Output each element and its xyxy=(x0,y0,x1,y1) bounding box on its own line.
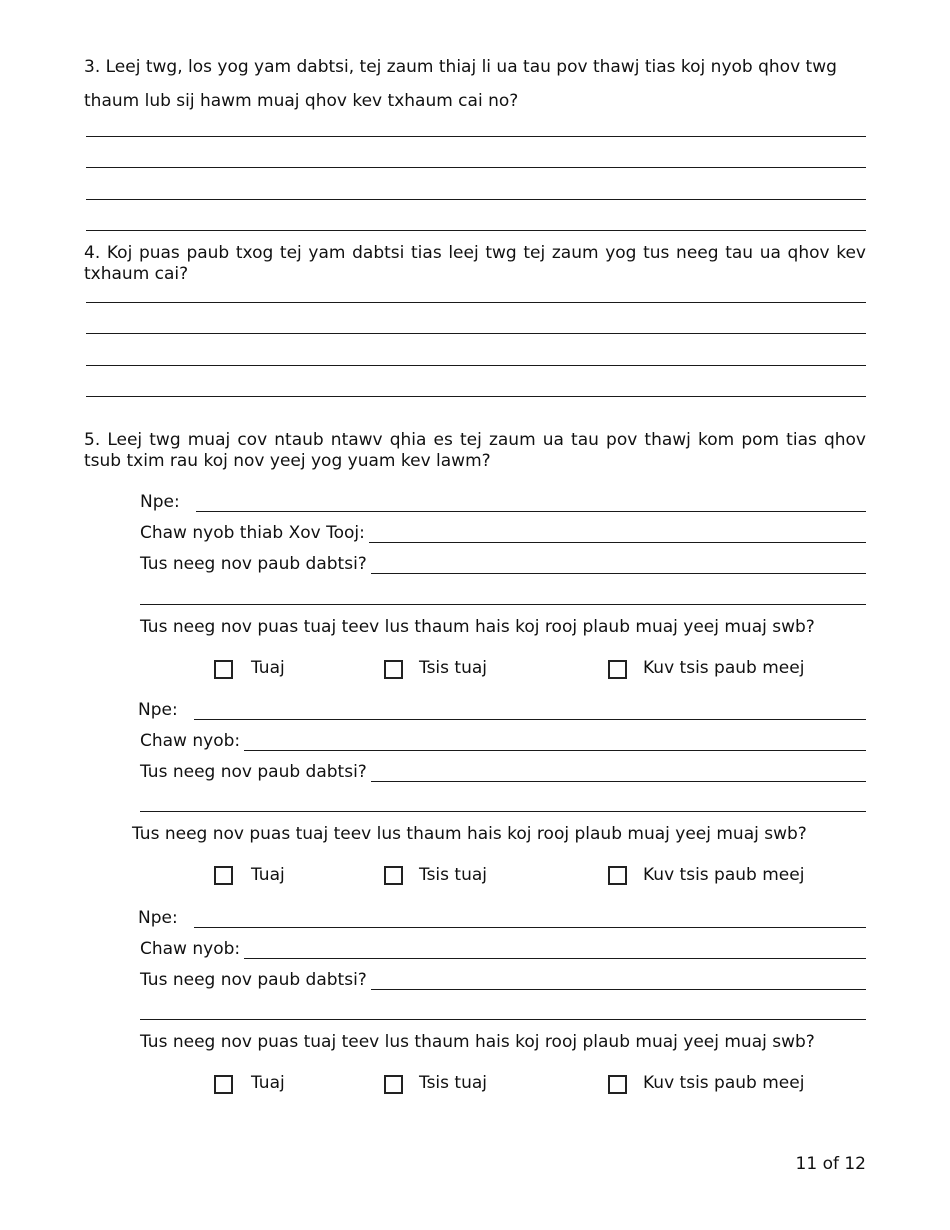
witness-3-name-label: Npe: xyxy=(138,908,178,928)
witness-2-option-yes-checkbox[interactable] xyxy=(214,866,233,885)
witness-2-testify-question: Tus neeg nov puas tuaj teev lus thaum hais koj rooj plaub muaj yeej muaj swb? xyxy=(132,824,807,844)
witness-1-knows-line[interactable] xyxy=(371,551,866,574)
witness-3-knows-line[interactable] xyxy=(371,967,866,990)
witness-1-knows-label: Tus neeg nov paub dabtsi? xyxy=(140,554,367,574)
witness-2-name-line[interactable] xyxy=(194,697,866,720)
q3-answer-line-2[interactable] xyxy=(86,167,866,168)
witness-3-name-field[interactable] xyxy=(138,906,866,928)
witness-3-address-label: Chaw nyob: xyxy=(140,939,241,959)
witness-2-option-yes-label: Tuaj xyxy=(251,865,285,885)
witness-2-name-field[interactable] xyxy=(138,698,866,720)
question-5-text: 5. Leej twg muaj cov ntaub ntawv qhia es tej zaum ua tau pov thawj kom pom tias qhov tsub txim rau koj nov yeej yog yuam kev lawm? xyxy=(84,430,866,471)
witness-2-knows-label: Tus neeg nov paub dabtsi? xyxy=(140,762,367,782)
witness-1-name-label: Npe: xyxy=(140,492,180,512)
witness-1-address-field[interactable] xyxy=(140,521,866,543)
witness-2-option-no-checkbox[interactable] xyxy=(384,866,403,885)
witness-1-option-yes-label: Tuaj xyxy=(251,658,285,678)
witness-2-knows-line[interactable] xyxy=(371,759,866,782)
witness-1-option-no-label: Tsis tuaj xyxy=(419,658,487,678)
question-3-text: 3. Leej twg, los yog yam dabtsi, tej zaum thiaj li ua tau pov thawj tias koj nyob qhov twg thaum lub sij hawm muaj qhov kev txhaum cai no? xyxy=(84,57,837,111)
witness-3-testify-question: Tus neeg nov puas tuaj teev lus thaum hais koj rooj plaub muaj yeej muaj swb? xyxy=(140,1032,815,1052)
witness-2-address-line[interactable] xyxy=(244,728,866,751)
witness-2-address-label: Chaw nyob: xyxy=(140,731,241,751)
witness-1-address-line[interactable] xyxy=(369,520,866,543)
witness-1-name-field[interactable] xyxy=(140,490,866,512)
witness-3-knows-label: Tus neeg nov paub dabtsi? xyxy=(140,970,367,990)
witness-1-name-line[interactable] xyxy=(196,489,866,512)
witness-3-option-no-checkbox[interactable] xyxy=(384,1075,403,1094)
witness-3-option-no-label: Tsis tuaj xyxy=(419,1073,487,1093)
witness-3-option-unsure-label: Kuv tsis paub meej xyxy=(643,1073,805,1093)
page-number: 11 of 12 xyxy=(795,1154,866,1174)
q3-answer-line-4[interactable] xyxy=(86,230,866,231)
witness-2-option-unsure-checkbox[interactable] xyxy=(608,866,627,885)
witness-3-option-yes-checkbox[interactable] xyxy=(214,1075,233,1094)
witness-3-knows-field[interactable] xyxy=(140,968,866,990)
witness-1-option-unsure-checkbox[interactable] xyxy=(608,660,627,679)
question-4-text: 4. Koj puas paub txog tej yam dabtsi tias leej twg tej zaum yog tus neeg tau ua qhov kev txhaum cai? xyxy=(84,243,866,284)
q4-answer-line-2[interactable] xyxy=(86,333,866,334)
witness-3-address-line[interactable] xyxy=(244,936,866,959)
q4-answer-line-3[interactable] xyxy=(86,365,866,366)
witness-2-option-unsure-label: Kuv tsis paub meej xyxy=(643,865,805,885)
witness-1-option-no-checkbox[interactable] xyxy=(384,660,403,679)
witness-3-address-field[interactable] xyxy=(140,937,866,959)
witness-1-knows-line-2[interactable] xyxy=(140,604,866,605)
q3-answer-line-1[interactable] xyxy=(86,136,866,137)
witness-3-option-unsure-checkbox[interactable] xyxy=(608,1075,627,1094)
q3-answer-line-3[interactable] xyxy=(86,199,866,200)
witness-1-testify-question: Tus neeg nov puas tuaj teev lus thaum hais koj rooj plaub muaj yeej muaj swb? xyxy=(140,617,815,637)
witness-1-option-unsure-label: Kuv tsis paub meej xyxy=(643,658,805,678)
witness-2-address-field[interactable] xyxy=(140,729,866,751)
witness-1-knows-field[interactable] xyxy=(140,552,866,574)
witness-3-option-yes-label: Tuaj xyxy=(251,1073,285,1093)
witness-2-name-label: Npe: xyxy=(138,700,178,720)
witness-2-option-no-label: Tsis tuaj xyxy=(419,865,487,885)
witness-2-knows-line-2[interactable] xyxy=(140,811,866,812)
witness-1-option-yes-checkbox[interactable] xyxy=(214,660,233,679)
witness-2-knows-field[interactable] xyxy=(140,760,866,782)
q4-answer-line-1[interactable] xyxy=(86,302,866,303)
witness-1-address-label: Chaw nyob thiab Xov Tooj: xyxy=(140,523,365,543)
witness-3-knows-line-2[interactable] xyxy=(140,1019,866,1020)
q4-answer-line-4[interactable] xyxy=(86,396,866,397)
witness-3-name-line[interactable] xyxy=(194,905,866,928)
